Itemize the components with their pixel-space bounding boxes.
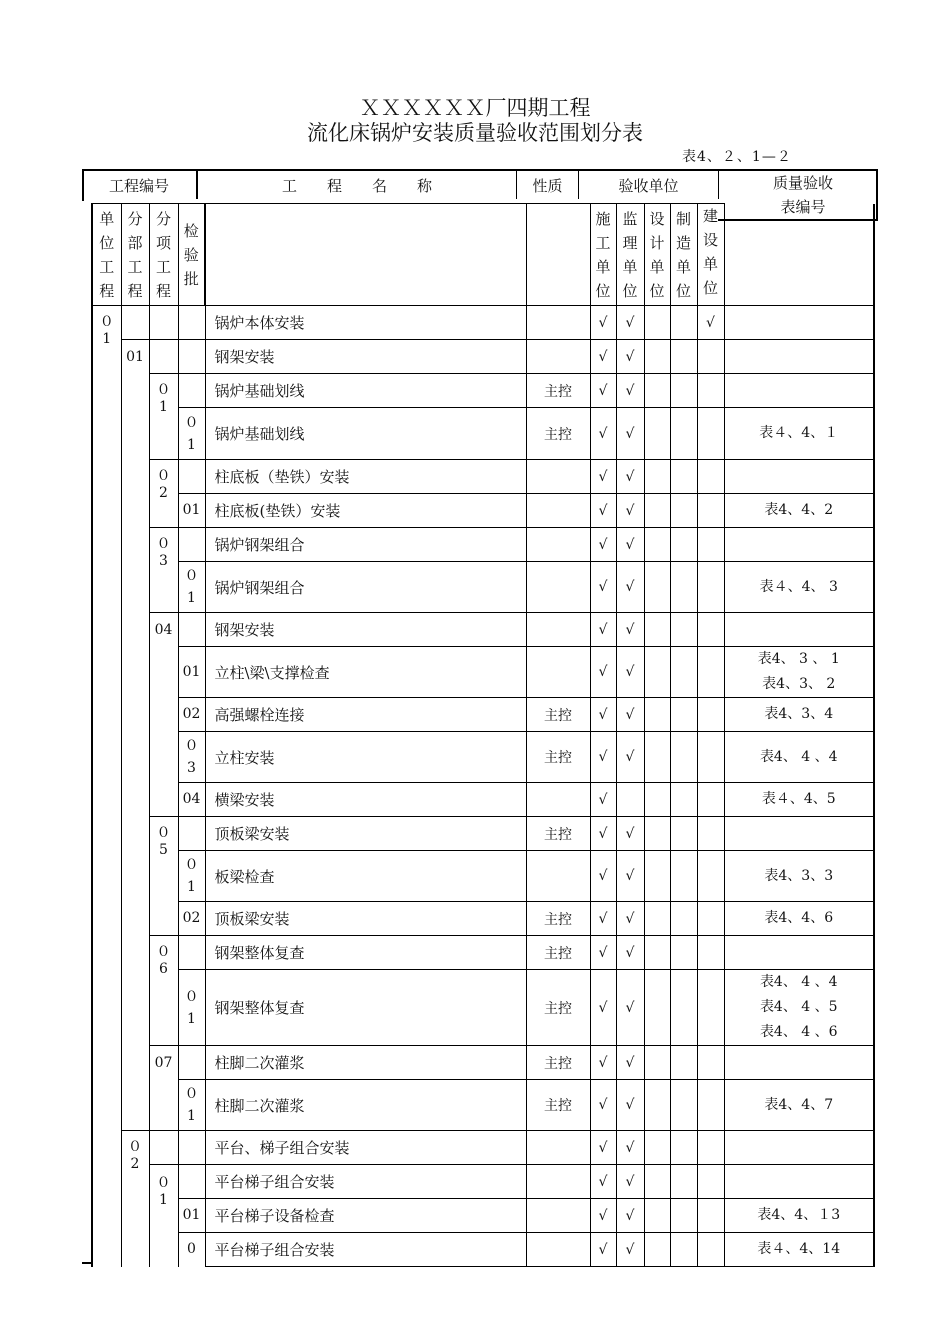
check-cell: √ bbox=[616, 1233, 644, 1267]
form-number-cell bbox=[724, 613, 874, 647]
check-cell: √ bbox=[616, 562, 644, 613]
item-project-code: ０ 6 bbox=[149, 936, 178, 1046]
form-number-cell bbox=[724, 528, 874, 562]
nature-cell: 主控 bbox=[526, 970, 590, 1046]
check-cell: √ bbox=[590, 374, 616, 408]
table-row bbox=[92, 817, 874, 851]
check-cell bbox=[697, 1165, 724, 1199]
form-number-cell bbox=[724, 306, 874, 340]
check-cell bbox=[644, 613, 670, 647]
table-row bbox=[92, 1046, 874, 1080]
check-cell: √ bbox=[590, 698, 616, 732]
project-name-cell: 柱脚二次灌浆 bbox=[205, 1046, 526, 1080]
check-cell bbox=[644, 1233, 670, 1267]
inspection-lot-code: 0 bbox=[178, 1233, 205, 1267]
check-cell: √ bbox=[590, 851, 616, 902]
check-cell: √ bbox=[590, 528, 616, 562]
check-cell: √ bbox=[616, 1046, 644, 1080]
check-cell bbox=[697, 936, 724, 970]
check-cell bbox=[697, 902, 724, 936]
manufacturer-unit-header: 制 造 单 位 bbox=[670, 204, 697, 306]
form-number-cell: 表4、 4 、4 bbox=[724, 732, 874, 783]
document-title: ＸＸＸＸＸＸ厂四期工程 bbox=[359, 96, 591, 120]
project-name-cell: 锅炉基础划线 bbox=[205, 374, 526, 408]
check-cell bbox=[644, 647, 670, 698]
check-cell bbox=[697, 1233, 724, 1267]
check-cell bbox=[644, 408, 670, 460]
check-cell: √ bbox=[590, 1046, 616, 1080]
inspection-lot-header: 检 验 批 bbox=[178, 204, 205, 306]
table-row bbox=[92, 528, 874, 562]
check-cell: √ bbox=[590, 1080, 616, 1131]
check-cell bbox=[697, 647, 724, 698]
check-cell: √ bbox=[616, 936, 644, 970]
check-cell bbox=[670, 647, 697, 698]
nature-cell bbox=[526, 340, 590, 374]
check-cell: √ bbox=[590, 408, 616, 460]
item-project-code: ０ 2 bbox=[149, 460, 178, 528]
table-row bbox=[92, 902, 874, 936]
check-cell: √ bbox=[616, 902, 644, 936]
check-cell bbox=[697, 562, 724, 613]
unit-project-header: 单 位 工 程 bbox=[92, 204, 121, 306]
check-cell: √ bbox=[616, 408, 644, 460]
table-row bbox=[92, 783, 874, 817]
nature-cell bbox=[526, 1199, 590, 1233]
design-unit-header: 设 计 单 位 bbox=[644, 204, 670, 306]
check-cell bbox=[670, 528, 697, 562]
inspection-lot-code: ０ 3 bbox=[178, 732, 205, 783]
nature-cell bbox=[526, 1233, 590, 1267]
form-number-cell bbox=[724, 817, 874, 851]
check-cell bbox=[697, 732, 724, 783]
nature-cell bbox=[526, 851, 590, 902]
check-cell: √ bbox=[697, 306, 724, 340]
check-cell bbox=[644, 783, 670, 817]
check-cell: √ bbox=[616, 1199, 644, 1233]
item-project-code: ０ 1 bbox=[149, 1165, 178, 1267]
check-cell bbox=[670, 494, 697, 528]
check-cell bbox=[644, 698, 670, 732]
check-cell bbox=[644, 528, 670, 562]
check-cell bbox=[670, 1233, 697, 1267]
check-cell bbox=[644, 970, 670, 1046]
form-number-cell: 表4、3、3 bbox=[724, 851, 874, 902]
table-row bbox=[92, 562, 874, 613]
inspection-lot-code: ０ 1 bbox=[178, 970, 205, 1046]
check-cell: √ bbox=[590, 340, 616, 374]
form-number-cell: 表4、4、6 bbox=[724, 902, 874, 936]
construction-unit-header: 施 工 单 位 bbox=[590, 204, 616, 306]
check-cell bbox=[697, 374, 724, 408]
check-cell bbox=[670, 1046, 697, 1080]
project-name-cell: 柱脚二次灌浆 bbox=[205, 1080, 526, 1131]
nature-cell bbox=[526, 460, 590, 494]
table-number: 表4、２、1—２ bbox=[682, 149, 792, 165]
check-cell bbox=[670, 970, 697, 1046]
form-number-cell: 表4、4、7 bbox=[724, 1080, 874, 1131]
check-cell bbox=[697, 851, 724, 902]
form-number-cell: 表4、4、１3 bbox=[724, 1199, 874, 1233]
check-cell: √ bbox=[590, 1233, 616, 1267]
check-cell bbox=[644, 936, 670, 970]
item-project-header: 分 项 工 程 bbox=[149, 204, 178, 306]
check-cell bbox=[670, 1131, 697, 1165]
check-cell: √ bbox=[616, 1165, 644, 1199]
check-cell: √ bbox=[590, 562, 616, 613]
check-cell: √ bbox=[590, 1131, 616, 1165]
nature-cell: 主控 bbox=[526, 698, 590, 732]
project-name-cell: 钢架安装 bbox=[205, 613, 526, 647]
project-name-cell: 柱底板（垫铁）安装 bbox=[205, 460, 526, 494]
nature-cell: 主控 bbox=[526, 1080, 590, 1131]
check-cell bbox=[670, 340, 697, 374]
check-cell bbox=[644, 1131, 670, 1165]
project-name-cell: 钢架安装 bbox=[205, 340, 526, 374]
project-name-cell: 顶板梁安装 bbox=[205, 902, 526, 936]
nature-col-spacer bbox=[526, 204, 590, 306]
form-col-spacer bbox=[724, 204, 874, 306]
project-name-cell: 锅炉钢架组合 bbox=[205, 528, 526, 562]
table-row bbox=[92, 647, 874, 698]
nature-cell: 主控 bbox=[526, 817, 590, 851]
check-cell: √ bbox=[616, 732, 644, 783]
project-name-cell: 平台梯子设备检查 bbox=[205, 1199, 526, 1233]
form-number-cell bbox=[724, 1131, 874, 1165]
check-cell: √ bbox=[616, 970, 644, 1046]
table-row bbox=[92, 340, 874, 374]
project-name-cell: 柱底板(垫铁）安装 bbox=[205, 494, 526, 528]
table-row bbox=[92, 851, 874, 902]
project-code-header: 工程编号 bbox=[108, 177, 169, 195]
nature-cell bbox=[526, 562, 590, 613]
form-number-cell: 表４、4、 3 bbox=[724, 562, 874, 613]
project-name-cell: 平台梯子组合安装 bbox=[205, 1165, 526, 1199]
nature-cell bbox=[526, 306, 590, 340]
check-cell bbox=[670, 374, 697, 408]
check-cell bbox=[697, 408, 724, 460]
form-number-cell bbox=[724, 936, 874, 970]
project-name-cell: 立柱\梁\支撑检查 bbox=[205, 647, 526, 698]
acceptance-scope-table bbox=[91, 203, 875, 1267]
check-cell bbox=[697, 970, 724, 1046]
inspection-lot-code: 01 bbox=[178, 1199, 205, 1233]
check-cell: √ bbox=[616, 698, 644, 732]
form-number-cell bbox=[724, 374, 874, 408]
check-cell: √ bbox=[616, 306, 644, 340]
bottom-border-stub bbox=[82, 1262, 92, 1264]
table-row bbox=[92, 970, 874, 1046]
check-cell bbox=[697, 613, 724, 647]
nature-cell bbox=[526, 1165, 590, 1199]
sub-project-code: ０ 2 bbox=[121, 1131, 149, 1267]
check-cell bbox=[644, 460, 670, 494]
check-cell bbox=[644, 1046, 670, 1080]
item-project-code: ０ 5 bbox=[149, 817, 178, 936]
project-name-cell: 横梁安装 bbox=[205, 783, 526, 817]
check-cell: √ bbox=[590, 647, 616, 698]
check-cell: √ bbox=[616, 374, 644, 408]
supervision-unit-header: 监 理 单 位 bbox=[616, 204, 644, 306]
sub-project-code: 01 bbox=[121, 340, 149, 1131]
item-project-code: 07 bbox=[149, 1046, 178, 1131]
check-cell: √ bbox=[616, 647, 644, 698]
check-cell bbox=[670, 902, 697, 936]
check-cell: √ bbox=[590, 1165, 616, 1199]
check-cell bbox=[697, 1046, 724, 1080]
form-number-cell bbox=[724, 340, 874, 374]
check-cell bbox=[644, 1080, 670, 1131]
table-row bbox=[92, 1165, 874, 1199]
inspection-lot-code: 01 bbox=[178, 494, 205, 528]
table-row bbox=[92, 1233, 874, 1267]
form-number-cell: 表4、 4 、4 表4、 4 、5 表4、 4 、6 bbox=[724, 970, 874, 1046]
project-name-cell: 钢架整体复查 bbox=[205, 936, 526, 970]
check-cell bbox=[697, 1131, 724, 1165]
project-name-cell: 锅炉钢架组合 bbox=[205, 562, 526, 613]
nature-cell: 主控 bbox=[526, 936, 590, 970]
nature-header: 性质 bbox=[532, 177, 563, 195]
check-cell: √ bbox=[616, 528, 644, 562]
check-cell bbox=[644, 306, 670, 340]
unit-project-code: ０ 1 bbox=[92, 306, 121, 1267]
table-row bbox=[92, 732, 874, 783]
check-cell bbox=[644, 732, 670, 783]
check-cell bbox=[670, 460, 697, 494]
form-number-cell bbox=[724, 460, 874, 494]
check-cell bbox=[644, 1165, 670, 1199]
check-cell bbox=[670, 936, 697, 970]
inspection-lot-code: 02 bbox=[178, 902, 205, 936]
form-number-cell: 表４、4、14 bbox=[724, 1233, 874, 1267]
check-cell: √ bbox=[590, 970, 616, 1046]
check-cell: √ bbox=[590, 613, 616, 647]
table-row bbox=[92, 1199, 874, 1233]
nature-cell bbox=[526, 647, 590, 698]
check-cell bbox=[644, 340, 670, 374]
check-cell bbox=[644, 374, 670, 408]
form-number-cell: 表４、4、１ bbox=[724, 408, 874, 460]
check-cell: √ bbox=[590, 732, 616, 783]
check-cell bbox=[697, 460, 724, 494]
check-cell: √ bbox=[616, 1131, 644, 1165]
form-number-cell: 表4、 3 、 1 表4、3、 2 bbox=[724, 647, 874, 698]
check-cell: √ bbox=[590, 783, 616, 817]
inspection-lot-code: ０ 1 bbox=[178, 562, 205, 613]
nature-cell: 主控 bbox=[526, 374, 590, 408]
check-cell bbox=[697, 817, 724, 851]
check-cell bbox=[644, 851, 670, 902]
check-cell: √ bbox=[590, 936, 616, 970]
inspection-lot-code: ０ 1 bbox=[178, 1080, 205, 1131]
check-cell: √ bbox=[616, 460, 644, 494]
form-number-cell: 表4、3、4 bbox=[724, 698, 874, 732]
table-row bbox=[92, 613, 874, 647]
check-cell bbox=[670, 851, 697, 902]
check-cell bbox=[670, 783, 697, 817]
form-number-cell: 表４、4、5 bbox=[724, 783, 874, 817]
table-row bbox=[92, 698, 874, 732]
check-cell bbox=[644, 562, 670, 613]
table-row bbox=[92, 306, 874, 340]
check-cell bbox=[644, 494, 670, 528]
project-name-cell: 立柱安装 bbox=[205, 732, 526, 783]
project-name-header: 工 程 名 称 bbox=[281, 177, 432, 195]
check-cell bbox=[670, 408, 697, 460]
table-row bbox=[92, 460, 874, 494]
project-name-cell: 锅炉基础划线 bbox=[205, 408, 526, 460]
inspection-lot-code: 02 bbox=[178, 698, 205, 732]
check-cell: √ bbox=[616, 1080, 644, 1131]
project-name-cell: 高强螺栓连接 bbox=[205, 698, 526, 732]
check-cell bbox=[670, 698, 697, 732]
nature-cell: 主控 bbox=[526, 732, 590, 783]
check-cell: √ bbox=[590, 902, 616, 936]
check-cell bbox=[670, 1165, 697, 1199]
table-row bbox=[92, 1080, 874, 1131]
check-cell: √ bbox=[590, 460, 616, 494]
nature-cell bbox=[526, 613, 590, 647]
check-cell bbox=[697, 698, 724, 732]
project-name-cell: 平台梯子组合安装 bbox=[205, 1233, 526, 1267]
project-name-cell: 平台、梯子组合安装 bbox=[205, 1131, 526, 1165]
check-cell: √ bbox=[590, 306, 616, 340]
nature-cell bbox=[526, 528, 590, 562]
check-cell: √ bbox=[590, 494, 616, 528]
table-row bbox=[92, 1131, 874, 1165]
check-cell bbox=[670, 817, 697, 851]
inspection-lot-code: 01 bbox=[178, 647, 205, 698]
check-cell bbox=[616, 783, 644, 817]
name-col-spacer bbox=[205, 204, 526, 306]
check-cell: √ bbox=[616, 851, 644, 902]
table-row bbox=[92, 494, 874, 528]
check-cell bbox=[697, 783, 724, 817]
inspection-lot-code: 04 bbox=[178, 783, 205, 817]
document-subtitle: 流化床锅炉安装质量验收范围划分表 bbox=[307, 121, 643, 145]
project-name-cell: 锅炉本体安装 bbox=[205, 306, 526, 340]
project-name-cell: 板梁检查 bbox=[205, 851, 526, 902]
item-project-code: 04 bbox=[149, 613, 178, 817]
check-cell bbox=[670, 306, 697, 340]
table-row bbox=[92, 408, 874, 460]
nature-cell: 主控 bbox=[526, 1046, 590, 1080]
check-cell: √ bbox=[590, 817, 616, 851]
check-cell bbox=[644, 817, 670, 851]
item-project-code: ０ 1 bbox=[149, 374, 178, 460]
form-number-cell: 表4、4、2 bbox=[724, 494, 874, 528]
check-cell: √ bbox=[616, 494, 644, 528]
check-cell bbox=[697, 494, 724, 528]
nature-cell: 主控 bbox=[526, 902, 590, 936]
check-cell bbox=[697, 340, 724, 374]
check-cell bbox=[644, 902, 670, 936]
check-cell: √ bbox=[590, 1199, 616, 1233]
check-cell bbox=[697, 528, 724, 562]
nature-cell bbox=[526, 783, 590, 817]
form-number-cell bbox=[724, 1046, 874, 1080]
nature-cell bbox=[526, 494, 590, 528]
inspection-lot-code: ０ 1 bbox=[178, 851, 205, 902]
owner-unit-header: 建 设 单 位 bbox=[697, 204, 724, 306]
table-row bbox=[92, 374, 874, 408]
check-cell bbox=[644, 1199, 670, 1233]
check-cell bbox=[670, 613, 697, 647]
check-cell bbox=[697, 1080, 724, 1131]
check-cell: √ bbox=[616, 340, 644, 374]
check-cell bbox=[670, 562, 697, 613]
sub-project-header: 分 部 工 程 bbox=[121, 204, 149, 306]
check-cell bbox=[670, 1199, 697, 1233]
check-cell bbox=[670, 1080, 697, 1131]
form-number-cell bbox=[724, 1165, 874, 1199]
project-name-cell: 钢架整体复查 bbox=[205, 970, 526, 1046]
project-name-cell: 顶板梁安装 bbox=[205, 817, 526, 851]
check-cell: √ bbox=[616, 817, 644, 851]
acceptance-unit-header: 验收单位 bbox=[618, 177, 679, 195]
check-cell bbox=[697, 1199, 724, 1233]
nature-cell: 主控 bbox=[526, 408, 590, 460]
table-row bbox=[92, 936, 874, 970]
check-cell bbox=[670, 732, 697, 783]
item-project-code: ０ 3 bbox=[149, 528, 178, 613]
form-number-header: 质量验收 表编号 bbox=[772, 174, 833, 216]
nature-cell bbox=[526, 1131, 590, 1165]
check-cell: √ bbox=[616, 613, 644, 647]
inspection-lot-code: ０ 1 bbox=[178, 408, 205, 460]
